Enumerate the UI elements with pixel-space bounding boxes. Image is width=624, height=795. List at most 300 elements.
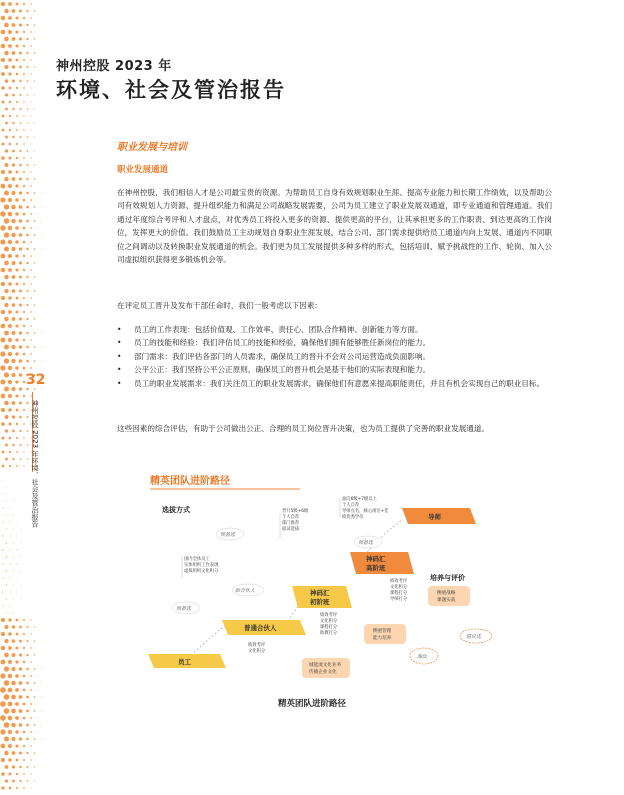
callout-culture	[302, 658, 350, 678]
halftone-dot	[8, 268, 12, 272]
halftone-dot	[4, 387, 9, 392]
halftone-dot	[12, 163, 15, 166]
halftone-dot	[27, 94, 29, 96]
halftone-dot	[23, 437, 25, 439]
halftone-dot	[23, 395, 25, 397]
halftone-dot	[9, 465, 11, 467]
halftone-dot	[34, 150, 35, 151]
halftone-dot	[34, 346, 36, 348]
halftone-dot	[4, 275, 8, 279]
halftone-dot	[8, 226, 13, 231]
halftone-dot	[23, 633, 25, 635]
factors-intro-paragraph: 在评定员工晋升及发布干部任命时，我们一般考虑以下因素：	[117, 301, 323, 310]
halftone-dot	[16, 437, 18, 439]
halftone-dot	[1, 2, 5, 6]
halftone-dot	[1, 268, 6, 273]
halftone-dot	[19, 359, 22, 362]
step-mentor-label: 导师	[428, 513, 441, 521]
halftone-dot	[0, 197, 5, 202]
halftone-dot	[34, 192, 36, 194]
halftone-dot	[6, 528, 7, 529]
halftone-dot	[8, 758, 11, 761]
halftone-dot	[34, 262, 36, 264]
halftone-dot	[23, 31, 25, 33]
halftone-dot	[16, 73, 19, 76]
step-partner-label: 普通合伙人	[244, 624, 277, 632]
callout-management-line-2: 能力培养	[373, 636, 392, 641]
halftone-dot	[11, 247, 15, 251]
halftone-dot	[34, 123, 35, 124]
halftone-dot	[8, 212, 13, 217]
halftone-dot	[15, 716, 19, 720]
halftone-dot	[4, 639, 8, 643]
halftone-dot	[41, 347, 42, 348]
section-title: 职业发展与培训	[117, 142, 187, 153]
halftone-dot	[2, 591, 3, 592]
halftone-dot	[3, 494, 4, 495]
halftone-dot	[4, 190, 9, 195]
halftone-dot	[30, 213, 32, 215]
halftone-dot	[12, 458, 14, 460]
selection-notes-group-1	[184, 555, 219, 574]
halftone-dot	[23, 465, 24, 466]
tag-label: 预备选	[176, 606, 192, 612]
halftone-dot	[1, 86, 4, 89]
halftone-dot	[34, 318, 35, 319]
halftone-dot	[16, 423, 18, 425]
halftone-dot	[30, 339, 32, 341]
halftone-dot	[6, 584, 7, 585]
halftone-dot	[16, 171, 19, 174]
svg-text:晋升5级+6级: 晋升5级+6级	[282, 509, 309, 514]
halftone-dot	[30, 661, 32, 663]
halftone-dot	[23, 227, 26, 230]
halftone-dot	[20, 557, 21, 558]
halftone-dot	[26, 192, 28, 194]
elimination-label: 淘汰	[417, 654, 428, 660]
halftone-dot	[8, 44, 12, 48]
halftone-dot	[31, 788, 32, 789]
halftone-dot	[2, 465, 5, 468]
halftone-dot	[15, 212, 19, 216]
halftone-dot	[6, 556, 7, 557]
svg-text:绩效考评: 绩效考评	[390, 579, 408, 584]
halftone-dot	[34, 38, 35, 39]
halftone-dot	[23, 423, 25, 425]
halftone-dot	[5, 136, 8, 139]
halftone-dot	[1, 394, 6, 399]
halftone-dot	[19, 178, 22, 181]
halftone-dot	[12, 80, 15, 83]
halftone-dot	[30, 59, 31, 60]
halftone-dot	[30, 269, 31, 270]
halftone-dot	[5, 149, 8, 152]
halftone-dot	[34, 109, 35, 110]
halftone-dot	[41, 725, 42, 726]
halftone-dot	[23, 3, 25, 5]
halftone-dot	[26, 290, 28, 292]
halftone-dot	[38, 186, 39, 187]
halftone-dot	[15, 730, 18, 733]
halftone-dot	[13, 529, 14, 530]
halftone-dot	[23, 255, 25, 257]
halftone-dot	[12, 317, 16, 321]
halftone-dot	[38, 340, 39, 341]
halftone-dot	[5, 122, 8, 125]
halftone-dot	[41, 669, 42, 670]
halftone-dot	[30, 171, 31, 172]
halftone-dot	[4, 23, 9, 28]
halftone-dot	[41, 193, 42, 194]
report-title: 环境、社会及管治报告	[56, 78, 286, 102]
halftone-dot	[0, 673, 5, 678]
halftone-dot	[19, 653, 22, 656]
halftone-dot	[4, 261, 9, 266]
halftone-dot	[10, 550, 11, 551]
halftone-dot	[6, 514, 7, 515]
halftone-dot	[23, 213, 26, 216]
company-year-title: 神州控股 2023 年	[56, 59, 172, 74]
halftone-dot	[0, 365, 5, 370]
halftone-dot	[26, 220, 29, 223]
halftone-dot	[9, 423, 12, 426]
halftone-dot	[19, 94, 21, 96]
halftone-dot	[1, 184, 6, 189]
halftone-dot	[10, 606, 11, 607]
halftone-dot	[26, 388, 28, 390]
halftone-dot	[9, 157, 12, 160]
selection-notes-group-2	[282, 507, 309, 532]
halftone-dot	[19, 626, 22, 629]
halftone-dot	[30, 241, 32, 243]
halftone-dot	[15, 338, 18, 341]
halftone-dot	[38, 732, 39, 733]
halftone-dot	[26, 304, 28, 306]
halftone-dot	[12, 150, 15, 153]
halftone-dot	[4, 177, 9, 182]
halftone-dot	[31, 102, 32, 103]
halftone-dot	[34, 234, 36, 236]
halftone-dot	[16, 157, 18, 159]
halftone-dot	[19, 402, 22, 405]
halftone-dot	[1, 142, 4, 145]
halftone-dot	[1, 16, 6, 21]
halftone-dot	[12, 401, 16, 405]
halftone-dot	[38, 662, 39, 663]
halftone-dot	[19, 387, 22, 390]
section-subtitle: 职业发展通道	[117, 165, 169, 175]
halftone-dot	[26, 10, 28, 12]
svg-text:绩效考评: 绩效考评	[320, 613, 338, 618]
halftone-dot	[12, 136, 14, 138]
halftone-dot	[26, 52, 28, 54]
halftone-dot	[12, 639, 16, 643]
halftone-dot	[16, 115, 18, 117]
halftone-dot	[12, 261, 16, 265]
halftone-dot	[5, 93, 8, 96]
evaluation-label: 培养与评价	[430, 574, 465, 582]
halftone-dot	[34, 388, 36, 390]
step-junior-label-1: 神码汇	[310, 589, 330, 597]
halftone-dot	[8, 324, 12, 328]
halftone-dot	[27, 766, 29, 768]
halftone-dot	[12, 780, 15, 783]
halftone-dot	[19, 219, 23, 223]
halftone-dot	[30, 31, 31, 32]
halftone-dot	[1, 436, 4, 439]
halftone-dot	[26, 640, 28, 642]
halftone-dot	[8, 716, 13, 721]
callout-strategy	[428, 586, 470, 606]
halftone-dot	[12, 444, 14, 446]
halftone-dot	[8, 730, 12, 734]
halftone-dot	[26, 206, 29, 209]
halftone-dot	[5, 429, 8, 432]
halftone-dot	[34, 304, 35, 305]
halftone-dot	[23, 115, 24, 116]
halftone-dot	[8, 184, 12, 188]
halftone-dot	[23, 381, 26, 384]
halftone-dot	[30, 689, 32, 691]
halftone-dot	[19, 681, 23, 685]
halftone-dot	[11, 373, 15, 377]
callout-strategy-line-1: 侧重战略	[437, 591, 456, 596]
halftone-dot	[41, 221, 42, 222]
halftone-dot	[8, 254, 12, 258]
halftone-dot	[8, 632, 12, 636]
halftone-dot	[10, 592, 11, 593]
halftone-dot	[1, 338, 6, 343]
halftone-dot	[0, 379, 5, 384]
halftone-dot	[30, 297, 31, 298]
halftone-dot	[19, 247, 22, 250]
halftone-dot	[8, 394, 12, 398]
halftone-dot	[34, 24, 35, 25]
halftone-dot	[11, 233, 15, 237]
intro-paragraph: 在神州控股，我们相信人才是公司最宝贵的资源。为帮助员工自身有效规划职业生涯、提高专业能力和长期工作绩效，以及帮助公司有效规划人力资源、提升组织能力和满足公司战略发展需要，公司为员工建立了职业发展双通道，即专业通道和管理通道。我们通过年度综合考评和人才盘点，对优秀员工将投入更多的资源、提供更高的平台，让其承担更多的工作职责、到达更高的工作岗位，发挥更大的价值。我们鼓励员工主动规划自身职业生涯发展，结合公司、部门需求提供给员工通道内向上发展、通道内不同职位之间调动以及转换职业发展通道的机会。我们更为员工发展提供多种多样的形式，包括培训、赋予挑战性的工作、轮岗、加入公司虚拟组织获得更多锻炼机会等。	[117, 188, 552, 265]
halftone-dot	[5, 765, 9, 769]
halftone-dot	[1, 44, 6, 49]
halftone-dot	[4, 37, 9, 42]
halftone-dot	[1, 632, 5, 636]
halftone-dot	[15, 16, 18, 19]
halftone-dot	[17, 578, 18, 579]
halftone-dot	[19, 667, 22, 670]
halftone-dot	[41, 207, 42, 208]
halftone-dot	[34, 164, 35, 165]
halftone-dot	[19, 276, 22, 279]
halftone-dot	[13, 613, 14, 614]
tag-label: 倡议选	[466, 634, 482, 640]
halftone-dot	[8, 170, 12, 174]
halftone-dot	[13, 515, 14, 516]
halftone-dot	[26, 234, 29, 237]
halftone-dot	[11, 737, 15, 741]
halftone-dot	[4, 303, 8, 307]
halftone-dot	[16, 465, 18, 467]
halftone-dot	[11, 219, 16, 224]
halftone-dot	[5, 458, 8, 461]
halftone-dot	[34, 780, 35, 781]
halftone-dot	[19, 80, 21, 82]
diagram-title: 精英团队进阶路径	[150, 476, 230, 487]
halftone-dot	[2, 577, 3, 578]
halftone-dot	[26, 682, 29, 685]
halftone-dot	[23, 143, 25, 145]
halftone-dot	[30, 717, 32, 719]
halftone-dot	[30, 759, 31, 760]
halftone-dot	[34, 724, 36, 726]
halftone-dot	[15, 744, 18, 747]
halftone-dot	[16, 143, 18, 145]
halftone-dot	[17, 564, 18, 565]
halftone-dot	[8, 16, 12, 20]
halftone-dot	[19, 723, 23, 727]
halftone-dot	[15, 366, 18, 369]
halftone-dot	[23, 73, 25, 75]
halftone-dot	[19, 737, 22, 740]
halftone-dot	[15, 254, 18, 257]
halftone-dot	[26, 724, 29, 727]
halftone-dot	[17, 522, 18, 523]
halftone-dot	[41, 235, 42, 236]
halftone-dot	[16, 101, 18, 103]
halftone-dot	[12, 303, 16, 307]
halftone-dot	[38, 228, 39, 229]
halftone-dot	[23, 59, 25, 61]
halftone-dot	[1, 660, 6, 665]
halftone-dot	[23, 759, 25, 761]
halftone-dot	[23, 745, 25, 747]
halftone-dot	[15, 352, 18, 355]
halftone-dot	[4, 317, 9, 322]
halftone-dot	[23, 451, 24, 452]
halftone-dot	[4, 65, 8, 69]
halftone-dot	[34, 626, 35, 627]
halftone-dot	[23, 717, 26, 720]
halftone-dot	[2, 129, 5, 132]
halftone-dot	[23, 87, 25, 89]
halftone-dot	[23, 171, 25, 173]
halftone-dot	[10, 536, 11, 537]
halftone-dot	[15, 380, 18, 383]
halftone-dot	[8, 198, 12, 202]
halftone-dot	[1, 254, 6, 259]
halftone-dot	[8, 408, 11, 411]
halftone-dot	[34, 290, 35, 291]
halftone-dot	[8, 380, 12, 384]
halftone-dot	[8, 240, 12, 244]
halftone-dot	[19, 304, 22, 307]
halftone-dot	[13, 501, 14, 502]
halftone-dot	[27, 780, 29, 782]
halftone-dot	[30, 647, 31, 648]
halftone-dot	[23, 689, 26, 692]
halftone-dot	[26, 752, 28, 754]
eval-notes-group-2	[320, 611, 338, 636]
halftone-dot	[11, 331, 15, 335]
halftone-dot	[38, 354, 39, 355]
halftone-dot	[4, 751, 8, 755]
halftone-dot	[26, 360, 29, 363]
halftone-dot	[15, 30, 18, 33]
halftone-dot	[8, 646, 12, 650]
halftone-dot	[12, 625, 15, 628]
halftone-dot	[1, 646, 6, 651]
halftone-dot	[10, 522, 11, 523]
eval-notes-group-3	[390, 577, 408, 602]
halftone-dot	[4, 358, 9, 363]
halftone-dot	[26, 262, 28, 264]
halftone-dot	[1, 310, 5, 314]
halftone-dot	[9, 451, 11, 453]
halftone-dot	[34, 66, 35, 67]
halftone-dot	[11, 723, 16, 728]
halftone-dot	[9, 101, 11, 103]
halftone-dot	[17, 592, 18, 593]
halftone-dot	[19, 766, 22, 769]
halftone-dot	[3, 508, 4, 509]
halftone-dot	[41, 333, 42, 334]
halftone-dot	[8, 744, 12, 748]
halftone-dot	[34, 95, 35, 96]
step-junior-label-2: 初阶班	[310, 598, 330, 606]
halftone-dot	[5, 163, 9, 167]
halftone-dot	[26, 24, 28, 26]
halftone-dot	[34, 80, 35, 81]
halftone-dot	[13, 585, 14, 586]
eval-notes-group-1	[248, 641, 266, 654]
halftone-dot	[4, 401, 8, 405]
halftone-dot	[19, 261, 22, 264]
halftone-dot	[19, 430, 21, 432]
halftone-decoration	[0, 0, 48, 795]
halftone-dot	[12, 23, 16, 27]
halftone-dot	[1, 156, 5, 160]
halftone-dot	[12, 37, 16, 41]
halftone-dot	[23, 409, 25, 411]
halftone-dot	[13, 571, 14, 572]
svg-text:虚拟组织文化积分: 虚拟组织文化积分	[184, 569, 219, 574]
halftone-dot	[9, 143, 12, 146]
halftone-dot	[4, 246, 9, 251]
callout-management	[364, 624, 406, 644]
conclusion-paragraph: 这些因素的综合评估，有助于公司做出公正、合理的员工岗位晋升决策，也为员工提供了完善的职业发展通道。	[117, 424, 490, 433]
halftone-dot	[1, 744, 6, 749]
halftone-dot	[34, 710, 36, 712]
halftone-dot	[15, 198, 18, 201]
halftone-dot	[26, 248, 28, 250]
halftone-dot	[15, 268, 18, 271]
halftone-dot	[8, 338, 12, 342]
halftone-dot	[30, 3, 31, 4]
halftone-dot	[23, 787, 25, 789]
halftone-dot	[11, 359, 15, 363]
halftone-dot	[16, 59, 19, 62]
halftone-dot	[0, 687, 6, 693]
sidebar-report-label: 神州控股 2023 年环境、社会及管治报告	[31, 400, 39, 528]
halftone-dot	[1, 772, 5, 776]
halftone-dot	[4, 736, 9, 741]
selection-label: 选拔方式	[162, 506, 190, 514]
halftone-dot	[16, 773, 18, 775]
tag-label: 预备选	[358, 540, 374, 546]
halftone-dot	[4, 51, 8, 55]
svg-text:绩优秀学员: 绩优秀学员	[342, 515, 364, 520]
halftone-dot	[34, 766, 35, 767]
halftone-dot	[13, 543, 14, 544]
halftone-dot	[19, 640, 22, 643]
